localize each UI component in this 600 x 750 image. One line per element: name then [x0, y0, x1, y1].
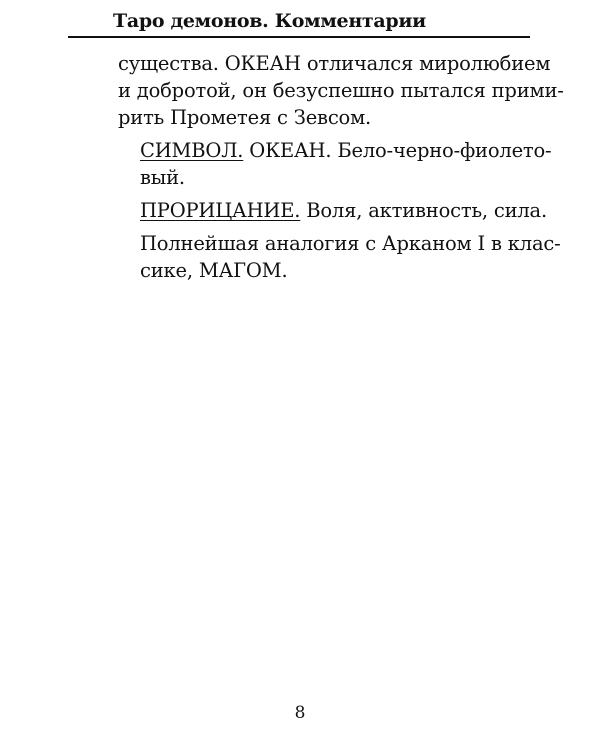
running-header: [68, 2, 530, 38]
prophecy-label: ПРОРИЦАНИЕ.: [140, 199, 301, 222]
symbol-text: ОКЕАН. Бело-черно-фиолето-: [243, 139, 552, 162]
text-line: сике, МАГОМ.: [140, 259, 288, 282]
page-number: 8: [294, 703, 306, 723]
page-text: [118, 50, 564, 284]
prophecy-text: Воля, активность, сила.: [300, 199, 547, 222]
symbol-paragraph: [118, 137, 552, 164]
text-line: вый.: [140, 166, 185, 189]
prophecy-paragraph: [118, 197, 547, 224]
symbol-label: СИМВОЛ.: [140, 139, 244, 162]
text-line: Полнейшая аналогия с Арканом I в клас-: [140, 232, 561, 255]
text-line: существа. ОКЕАН отличался миролюбием: [118, 52, 551, 75]
text-line: и добротой, он безуспешно пытался прими-: [118, 79, 564, 102]
text-line: рить Прометея с Зевсом.: [118, 106, 372, 129]
running-header-title: Таро демонов. Комментарии: [113, 10, 426, 32]
